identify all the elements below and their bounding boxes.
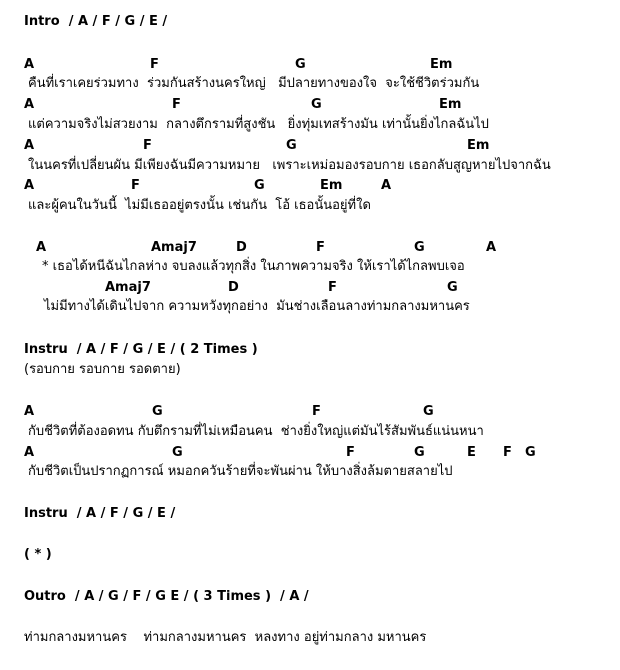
chord: G — [423, 404, 434, 419]
chord: A — [24, 445, 35, 460]
chord: F — [346, 445, 355, 460]
chord: Amaj7 — [151, 240, 197, 255]
lyric-line: คืนที่เราเคยร่วมทาง ร่วมกันสร้างนครใหญ่ มีปลายทางของใจ จะใช้ชีวิตร่วมกัน — [28, 76, 480, 91]
chord: E — [467, 445, 476, 460]
chord: A — [24, 138, 35, 153]
chord: Amaj7 — [105, 280, 151, 295]
chord: F — [143, 138, 152, 153]
chord: F — [131, 178, 140, 193]
chord: A — [36, 240, 47, 255]
chord: Em — [430, 57, 453, 72]
chord: F — [328, 280, 337, 295]
chord: G — [254, 178, 265, 193]
chord: A — [24, 178, 35, 193]
lyric-line: ท่ามกลางมหานคร ท่ามกลางมหานคร หลงทาง อยู่ท่ามกลาง มหานคร — [24, 630, 427, 645]
chord: A — [24, 404, 35, 419]
chord: A — [486, 240, 497, 255]
outro-line: Outro / A / G / F / G E / ( 3 Times ) / A / — [24, 589, 309, 604]
chord: G — [295, 57, 306, 72]
lyric-line: ในนครที่เปลี่ยนผัน มีเพียงฉันมีความหมาย เพราะเหม่อมองรอบกาย เธอกลับสูญหายไปจากฉัน — [28, 158, 551, 173]
instru-sub: (รอบกาย รอบกาย รอดตาย) — [24, 362, 181, 377]
lyric-line: กับชีวิตเป็นปรากฏการณ์ หมอกควันร้ายที่จะพันผ่าน ให้บางสิ่งล้มตายสลายไป — [28, 464, 453, 479]
chord: G — [172, 445, 183, 460]
chord: A — [24, 57, 35, 72]
chord: Em — [467, 138, 490, 153]
chord: F — [316, 240, 325, 255]
lyric-line: * เธอได้หนีฉันไกลห่าง จบลงแล้วทุกสิ่ง ในภาพความจริง ให้เราได้ไกลพบเจอ — [42, 259, 465, 274]
chord: G — [447, 280, 458, 295]
chord: G — [311, 97, 322, 112]
repeat-marker: ( * ) — [24, 547, 52, 562]
lyric-line: ไม่มีทางได้เดินไปจาก ความหวังทุกอย่าง มันช่างเลือนลางท่ามกลางมหานคร — [44, 299, 470, 314]
chord: A — [381, 178, 392, 193]
chord: G — [414, 445, 425, 460]
chord: Em — [320, 178, 343, 193]
instru-line: Instru / A / F / G / E / — [24, 506, 176, 521]
chord: F — [503, 445, 512, 460]
lyric-line: แต่ความจริงไม่สวยงาม กลางตึกรามที่สูงชัน ยิ่งทุ่มเทสร้างมัน เท่านั้นยิ่งไกลฉันไป — [28, 117, 489, 132]
chord: F — [172, 97, 181, 112]
lyric-line: และผู้คนในวันนี้ ไม่มีเธออยู่ตรงนั้น เช่นกัน โอ้ เธอนั้นอยู่ที่ใด — [28, 198, 371, 213]
chord: G — [525, 445, 536, 460]
intro-line: Intro / A / F / G / E / — [24, 14, 168, 29]
chord: D — [236, 240, 247, 255]
chord: F — [312, 404, 321, 419]
chord: F — [150, 57, 159, 72]
chord: G — [414, 240, 425, 255]
chord: D — [228, 280, 239, 295]
chord: A — [24, 97, 35, 112]
instru-line: Instru / A / F / G / E / ( 2 Times ) — [24, 342, 258, 357]
chord: Em — [439, 97, 462, 112]
chord: G — [286, 138, 297, 153]
chord: G — [152, 404, 163, 419]
lyric-line: กับชีวิตที่ต้องอดทน กับตึกรามที่ไม่เหมือนคน ช่างยิ่งใหญ่แต่มันไร้สัมพันธ์แน่นหนา — [28, 424, 484, 439]
